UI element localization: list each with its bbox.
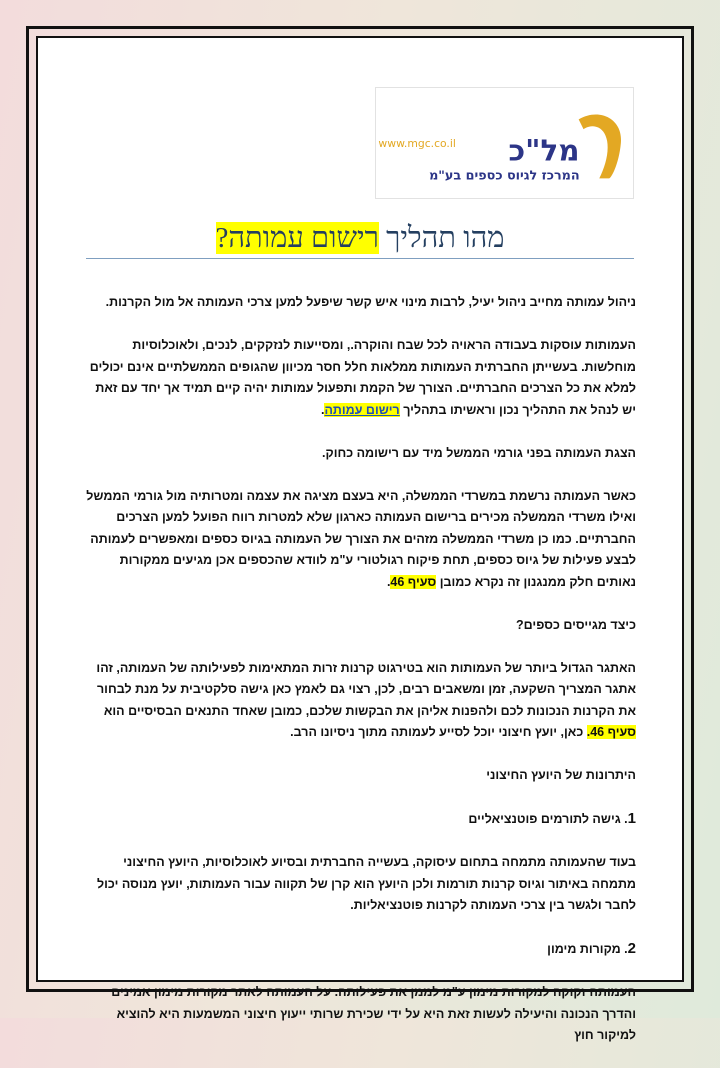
paragraph-registration-end: .	[386, 574, 391, 589]
article-body	[86, 292, 636, 1068]
paragraph-funding-sources: העמותה זקוקה למקורות מימון ע"מ לממן את פעילותה. על העמותה לאתר מקורות מימון אמינים והדרך הנכונה והיעילה לעשות זאת היא על ידי שכירת שרותי ייעוץ חיצוני המשמעות היא להוציא למיקור חוץ	[111, 985, 636, 1042]
paragraph-fundraising	[86, 658, 636, 744]
logo-graphic	[376, 88, 633, 198]
title-underline-divider	[86, 258, 634, 259]
logo-tagline: המרכז לגיוס כספים בע"מ	[429, 168, 580, 184]
paragraph-registration	[86, 486, 636, 594]
paragraph-nonprofits	[86, 335, 636, 421]
title-highlight: רישום עמותה?	[215, 222, 379, 254]
paragraph-advantages-heading: היתרונות של היועץ החיצוני	[486, 768, 636, 782]
link-register-nonprofit[interactable]: רישום עמותה	[324, 402, 400, 417]
list-item-number-1: 1	[627, 810, 636, 827]
paragraph-nonprofits-text: העמותות עוסקות בעבודה הראויה לכל שבח והוקרה., ומסייעות לנזקקים, לנכים, ולאוכלוסיות מוחלשות. בעשייתן החברתית העמותות ממלאות חלל חסר מכיוון שהגופים הממשלתיים אינם יכולים למלא את כל הצרכים החברתיים. הצורך של הקמת ותפעול עמותות יהיה קיים תמיד אך יחד עם זאת יש לנהל את התהליך נכון וראשיתו בתהליך	[89, 338, 636, 417]
paragraph-fundraising-heading: כיצד מגייסים כספים?	[516, 617, 636, 632]
paragraph-donor-access: בעוד שהעמותה מתמחה בתחום עיסוקה, בעשייה החברתית ובסיוע לאוכלוסיות, היועץ החיצוני מתמחה באיתור וגיוס קרנות תורמות ולכן היועץ הוא קרן של תקווה עבור העמותות, יועץ מנוסה יכול לחבר ולגשר בין צרכי העמותה לקרנות פוטנציאליות.	[96, 855, 636, 912]
logo-mark-text: מל"כ	[508, 133, 580, 168]
list-item-label-1: . גישה לתורמים פוטנציאליים	[468, 812, 628, 826]
highlight-section-46-second: סעיף 46.	[586, 725, 636, 739]
list-item-number-2: 2	[627, 940, 636, 957]
logo-swoosh-shape	[579, 114, 621, 178]
list-item-funding-sources	[86, 938, 636, 961]
company-logo	[375, 87, 634, 199]
paragraph-fundraising-text: האתגר הגדול ביותר של העמותות הוא בטירגוט קרנות זרות המתאימות לפעילותה של העמותה, זהו אתגר המצריך השקעה, זמן ומשאבים רבים, לכן, רצוי גם לאמץ כאן גישה סלקטיבית על מנת לבחור את הקרנות הנכונות לכם ולהפנות אליהן את הבקשות שלכם, כמובן שאחד התנאים הבסיסיים הוא	[96, 660, 636, 718]
list-item-donor-access	[86, 808, 636, 831]
page-title	[86, 220, 634, 260]
paragraph-nonprofits-end: .	[320, 402, 325, 417]
highlight-section-46: סעיף 46	[390, 574, 437, 589]
paragraph-fundraising-end: כאן, יועץ חיצוני יוכל לסייע לעמותה מתוך ניסיונו הרב.	[290, 725, 587, 739]
logo-url: www.mgc.co.il	[378, 136, 456, 150]
title-plain: מהו תהליך	[378, 222, 505, 254]
list-item-label-2: . מקורות מימון	[547, 942, 628, 956]
paragraph-intro: ניהול עמותה מחייב ניהול יעיל, לרבות מינוי איש קשר שיפעל למען צרכי העמותה אל מול הקרנות.	[105, 295, 636, 309]
paragraph-government-heading: הצגת העמותה בפני גורמי הממשל מיד עם רישומה כחוק.	[322, 445, 636, 460]
paragraph-registration-text: כאשר העמותה נרשמת במשרדי הממשלה, היא בעצם מציגה את עצמה ומטרותיה מול גורמי הממשל ואילו משרדי הממשלה מכירים ברישום העמותה כארגון שלא למטרות רווח הפועל למען הצרכים החברתיים. כמו כן משרדי הממשלה מזהים את הצורך של העמותה בגיוס כספים ומאפשרים לעמותה לבצע פעילות של גיוס כספים, תחת פיקוח רגולטורי ע"מ לוודא שהכספים אכן מגיעים ממקורות נאותים חלק ממנגנון זה נקרא כמובן	[86, 488, 636, 589]
